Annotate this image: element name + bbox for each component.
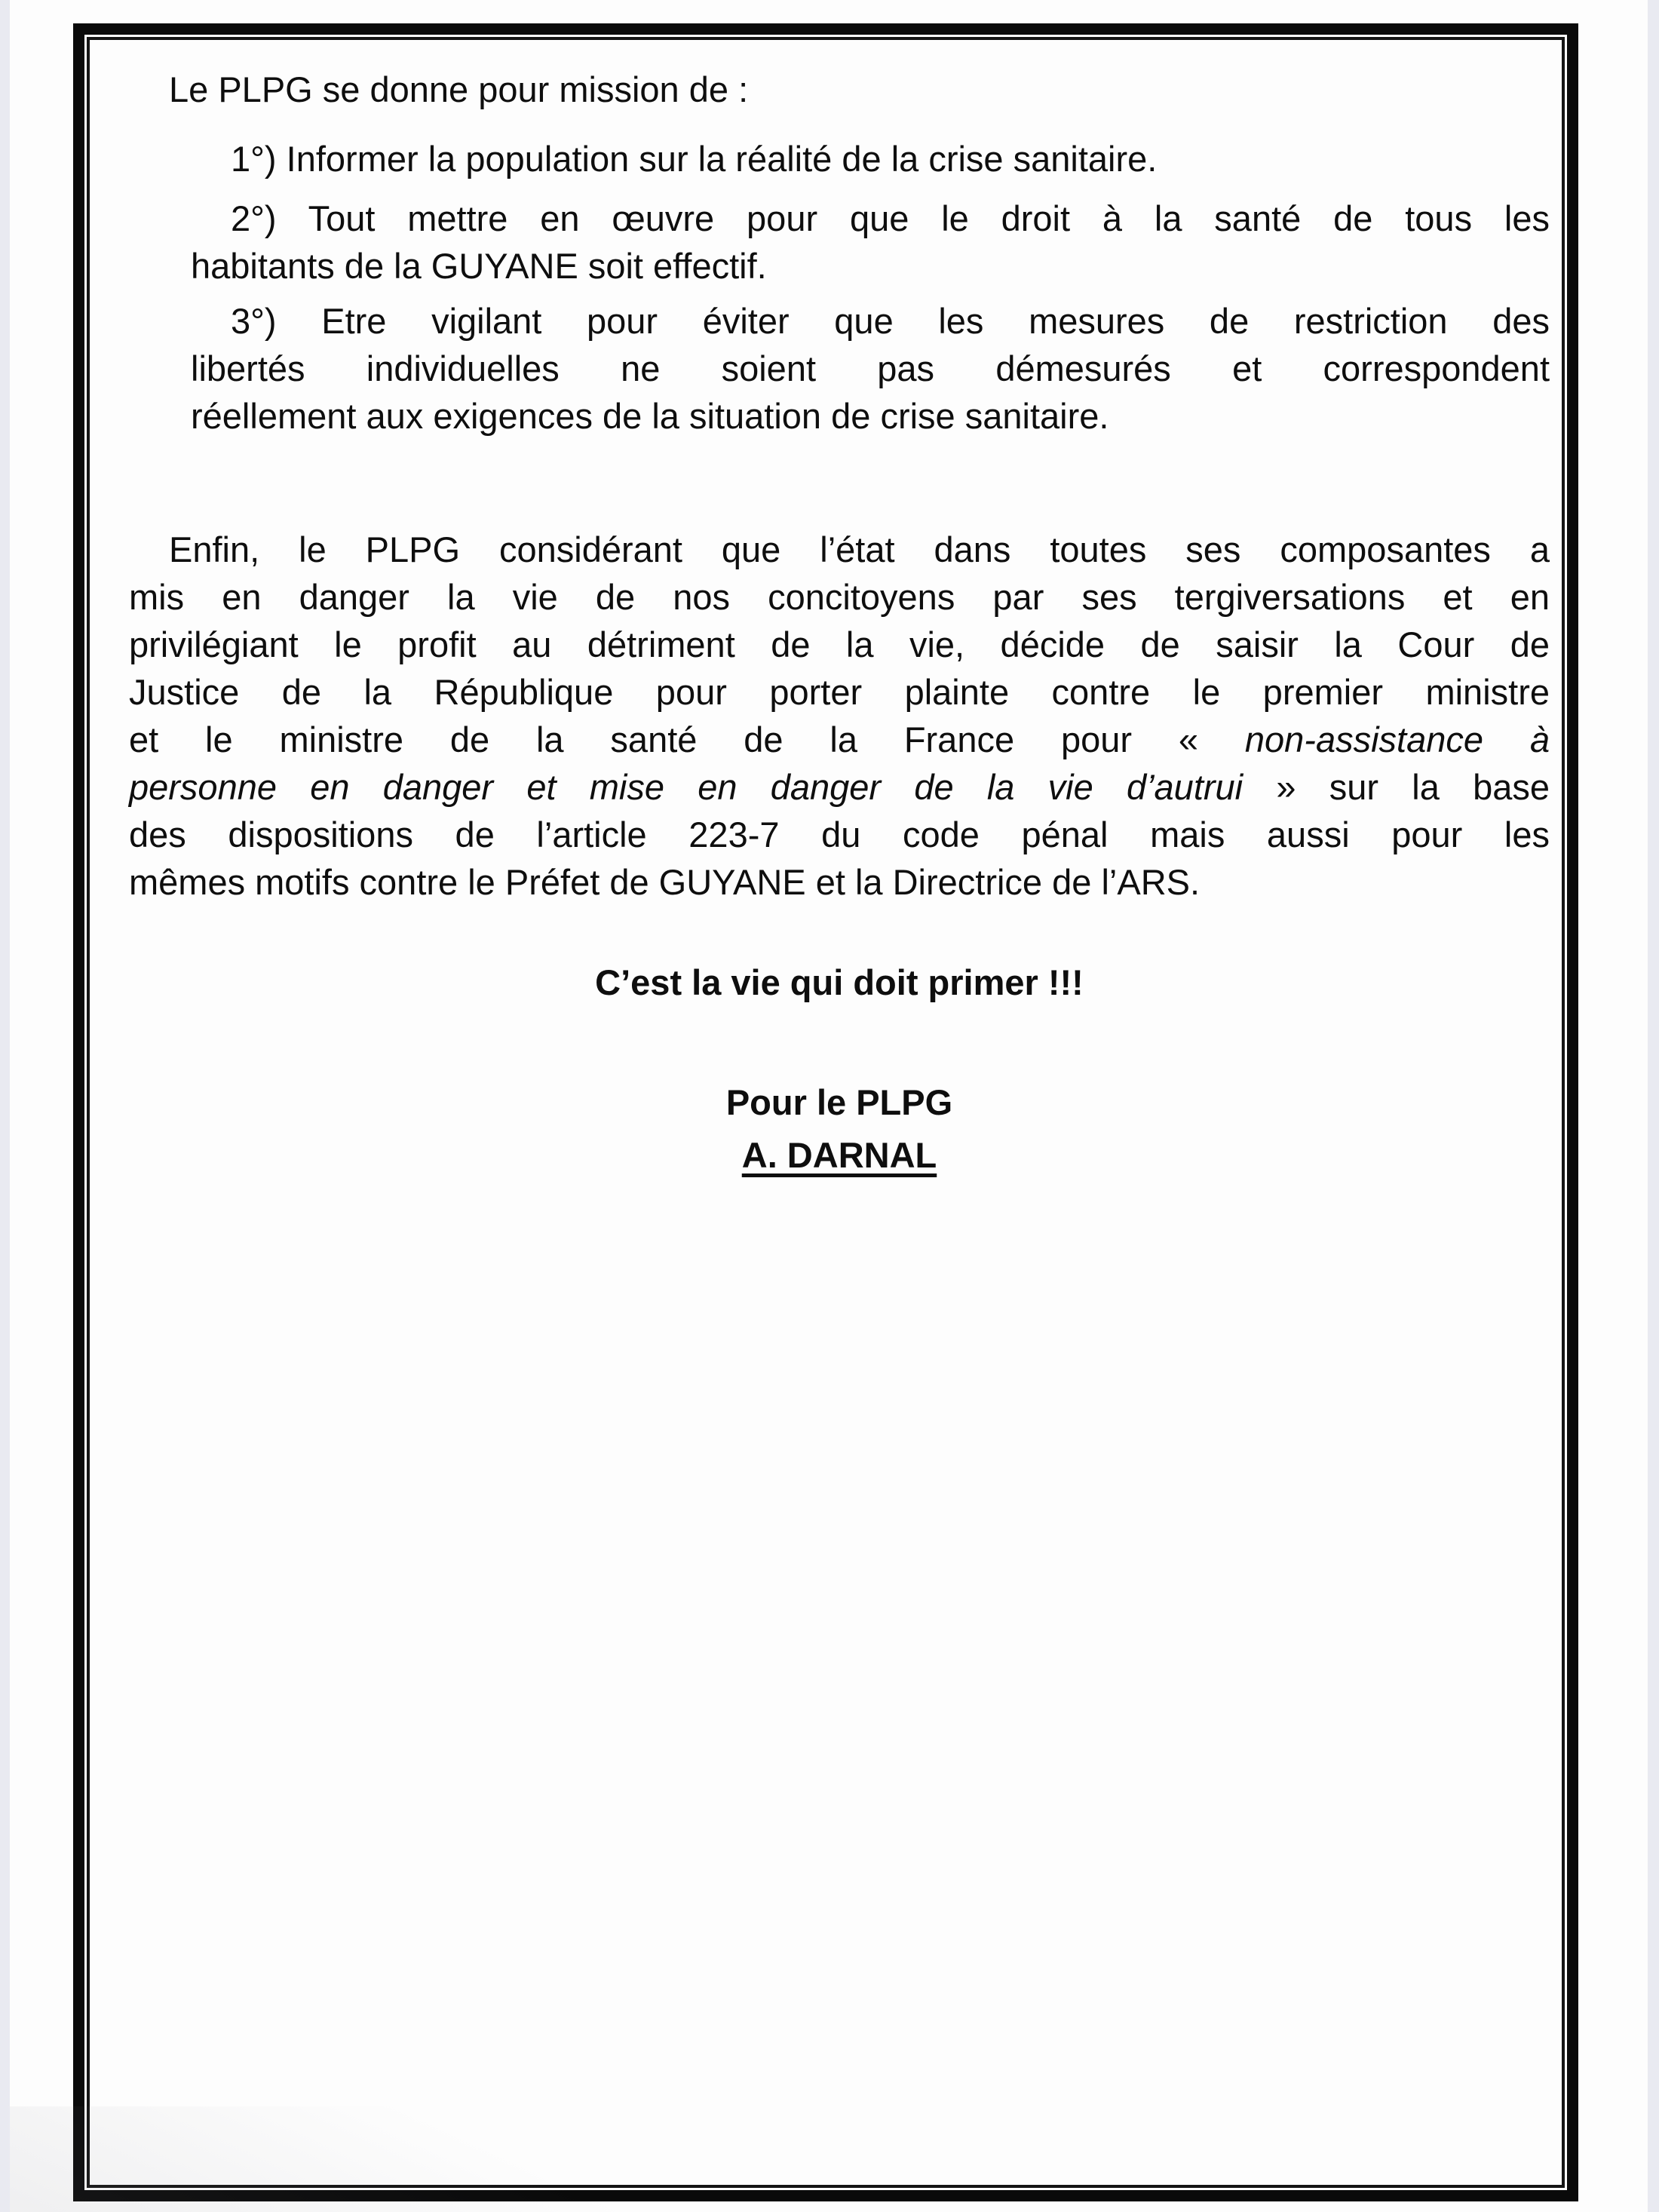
text-line: [129, 526, 1550, 573]
text-line: [191, 195, 1550, 242]
text-segment: libertés individuelles ne soient pas démesurés et correspondent: [191, 348, 1550, 388]
text-segment: Le PLPG se donne pour mission de :: [169, 69, 749, 109]
text-line: [191, 135, 1550, 183]
text-line: [129, 573, 1550, 621]
text-line: [191, 297, 1550, 345]
text-segment: réellement aux exigences de la situation de crise sanitaire.: [191, 396, 1109, 436]
text-segment: 1°) Informer la population sur la réalité de la crise sanitaire.: [231, 139, 1158, 179]
text-line: [129, 858, 1550, 906]
signature-name: A. DARNAL: [741, 1135, 937, 1175]
text-line: [129, 763, 1550, 811]
text-segment: Enfin, le PLPG considérant que l’état dans toutes ses composantes a: [169, 529, 1550, 569]
text-segment: Justice de la République pour porter plainte contre le premier ministre: [129, 672, 1550, 712]
mission-item-3: [191, 297, 1550, 440]
text-line: [191, 242, 1550, 290]
text-segment: » sur la base: [1243, 767, 1550, 807]
italic-quote-segment: non-assistance à: [1244, 719, 1550, 759]
text-line: [129, 668, 1550, 716]
document-border-frame: [73, 23, 1578, 2201]
final-paragraph: [129, 526, 1550, 906]
text-segment: des dispositions de l’article 223-7 du code pénal mais aussi pour les: [129, 815, 1550, 854]
mission-item-2: [191, 195, 1550, 290]
text-line: [129, 66, 1550, 113]
text-line: [129, 716, 1550, 763]
document-border-inner: [87, 37, 1565, 2188]
text-segment: 2°) Tout mettre en œuvre pour que le droit à la santé de tous les: [231, 198, 1550, 238]
signature-for: Pour le PLPG: [725, 1082, 953, 1122]
slogan: C’est la vie qui doit primer !!!: [595, 962, 1084, 1002]
text-line: [129, 811, 1550, 858]
text-segment: privilégiant le profit au détriment de la vie, décide de saisir la Cour de: [129, 624, 1550, 664]
text-line: [129, 621, 1550, 668]
text-segment: habitants de la GUYANE soit effectif.: [191, 246, 767, 286]
text-line: [191, 392, 1550, 440]
text-segment: et le ministre de la santé de la France pour «: [129, 719, 1245, 759]
text-segment: mêmes motifs contre le Préfet de GUYANE et la Directrice de l’ARS.: [129, 862, 1201, 902]
text-segment: 3°) Etre vigilant pour éviter que les mesures de restriction des: [231, 301, 1550, 341]
mission-intro-paragraph: [129, 66, 1550, 113]
text-segment: mis en danger la vie de nos concitoyens par ses tergiversations et en: [129, 577, 1550, 617]
mission-item-1: [191, 135, 1550, 183]
text-line: [191, 345, 1550, 392]
document-content: [90, 40, 1562, 2185]
signature-block: [129, 1076, 1550, 1182]
document-page: [10, 0, 1648, 2212]
italic-quote-segment: personne en danger et mise en danger de la vie d’autrui: [129, 767, 1243, 807]
